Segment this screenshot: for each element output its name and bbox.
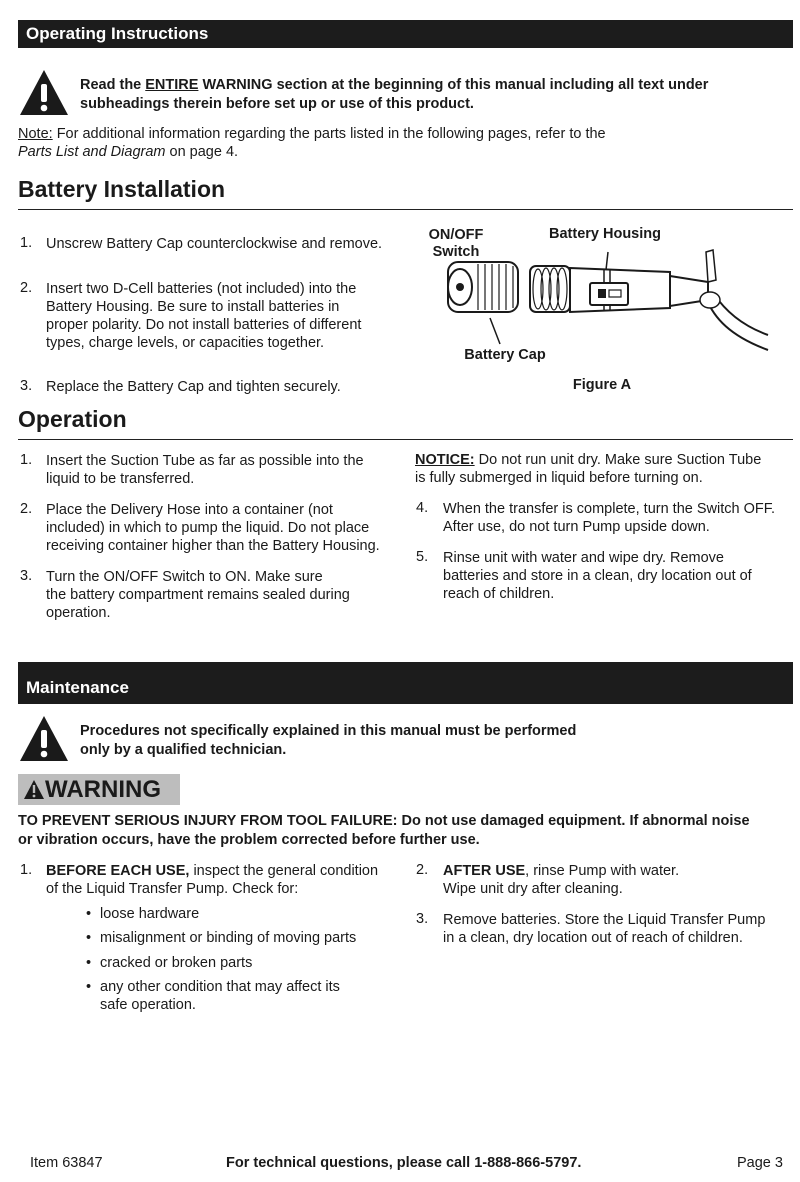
caution-triangle-icon xyxy=(18,714,70,764)
battery-step-number-1: 1. xyxy=(20,235,33,251)
battery-installation-title: Battery Installation xyxy=(18,176,226,202)
figure-label-battery-housing: Battery Housing xyxy=(549,226,661,242)
operation-step-1: Insert the Suction Tube as far as possible into the liquid to be transferred. xyxy=(46,453,364,487)
operating-warning-line1: Read the ENTIRE WARNING section at the beginning of this manual including all text under xyxy=(80,77,709,93)
warning-badge xyxy=(18,774,180,805)
figure-label-battery-cap: Battery Cap xyxy=(464,347,546,363)
operation-step-right-number-2: 5. xyxy=(416,549,429,565)
maintenance-header xyxy=(18,662,793,704)
notice-paragraph: NOTICE: Do not run unit dry. Make sure Suction Tube is fully submerged in liquid before turning on. xyxy=(415,452,762,486)
bullet-icon: • xyxy=(86,955,92,971)
maintenance-item-2: AFTER USE, rinse Pump with water. Wipe unit dry after cleaning. xyxy=(443,863,680,897)
maintenance-caution-text: Procedures not specifically explained in this manual must be performed only by a qualified technician. xyxy=(80,723,577,758)
operating-warning-text xyxy=(80,76,780,114)
checklist-item: • cracked or broken parts xyxy=(86,955,253,971)
note-label: Note: xyxy=(18,126,53,142)
maintenance-item-2-number: 2. xyxy=(416,862,429,878)
battery-step-1: Unscrew Battery Cap counterclockwise and remove. xyxy=(46,236,383,252)
battery-step-3: Replace the Battery Cap and tighten securely. xyxy=(46,379,341,395)
maintenance-title: Maintenance xyxy=(26,678,129,697)
operation-step-number-2: 2. xyxy=(20,501,33,517)
operation-section-rule xyxy=(18,439,793,440)
operation-step-number-3: 3. xyxy=(20,568,33,584)
figure-label-on-off-switch: ON/OFF Switch xyxy=(428,227,484,260)
maintenance-item-3: Remove batteries. Store the Liquid Transfer Pump in a clean, dry location out of reach of children. xyxy=(443,912,766,946)
footer-tech-support: For technical questions, please call 1-888-866-5797. xyxy=(226,1155,582,1171)
operation-step-number-1: 1. xyxy=(20,452,33,468)
battery-section-rule xyxy=(18,209,793,210)
notice-label: NOTICE: xyxy=(415,452,475,468)
checklist-item: • misalignment or binding of moving parts xyxy=(86,930,357,946)
footer-item-number: Item 63847 xyxy=(30,1155,103,1171)
operating-instructions-header xyxy=(18,20,793,48)
operation-step-2: Place the Delivery Hose into a container (not included) in which to pump the liquid. Do not place receiving container higher than the Battery Housing. xyxy=(46,502,380,554)
bullet-icon: • xyxy=(86,930,92,946)
tool-failure-warning: TO PREVENT SERIOUS INJURY FROM TOOL FAILURE: Do not use damaged equipment. If abnormal noise or vibration occurs, have the problem corrected before further use. xyxy=(18,813,750,848)
battery-step-number-2: 2. xyxy=(20,280,33,296)
checklist-item: • loose hardware xyxy=(86,906,200,922)
operation-title: Operation xyxy=(18,406,127,432)
parts-list-reference: Parts List and Diagram xyxy=(18,144,166,160)
operation-step-right-number-1: 4. xyxy=(416,500,429,516)
checklist-item: • any other condition that may affect its xyxy=(86,979,340,995)
operating-warning-line2: subheadings therein before set up or use of this product. xyxy=(80,96,474,112)
maintenance-item-1: BEFORE EACH USE, inspect the general condition of the Liquid Transfer Pump. Check for: xyxy=(46,863,379,897)
maintenance-item-1-number: 1. xyxy=(20,862,33,878)
operating-instructions-title: Operating Instructions xyxy=(26,24,209,43)
footer-page-number: Page 3 xyxy=(737,1155,783,1171)
warning-badge-icon xyxy=(23,779,45,800)
note-paragraph: Note: For additional information regarding the parts listed in the following pages, refer to the Parts List and Diagram on page 4. xyxy=(18,126,606,160)
warning-triangle-icon xyxy=(18,68,70,118)
pump-figure-illustration xyxy=(438,240,778,380)
bullet-icon: • xyxy=(86,979,92,995)
operation-step-right-2: Rinse unit with water and wipe dry. Remove batteries and store in a clean, dry location out of reach of children. xyxy=(443,550,752,602)
checklist-item: safe operation. xyxy=(100,997,196,1013)
figure-a-caption: Figure A xyxy=(572,377,632,393)
bullet-icon: • xyxy=(86,906,92,922)
battery-step-2: Insert two D-Cell batteries (not included) into the Battery Housing. Be sure to install batteries in proper polarity. Do not install batteries of different types, charge levels, or capacities together. xyxy=(46,281,362,351)
maintenance-item-3-number: 3. xyxy=(416,911,429,927)
battery-step-number-3: 3. xyxy=(20,378,33,394)
operation-step-right-1: When the transfer is complete, turn the Switch OFF. After use, do not turn Pump upside down. xyxy=(443,501,776,535)
operation-step-3: Turn the ON/OFF Switch to ON. Make sure the battery compartment remains sealed during operation. xyxy=(46,569,350,621)
warning-badge-label: WARNING xyxy=(45,776,161,803)
